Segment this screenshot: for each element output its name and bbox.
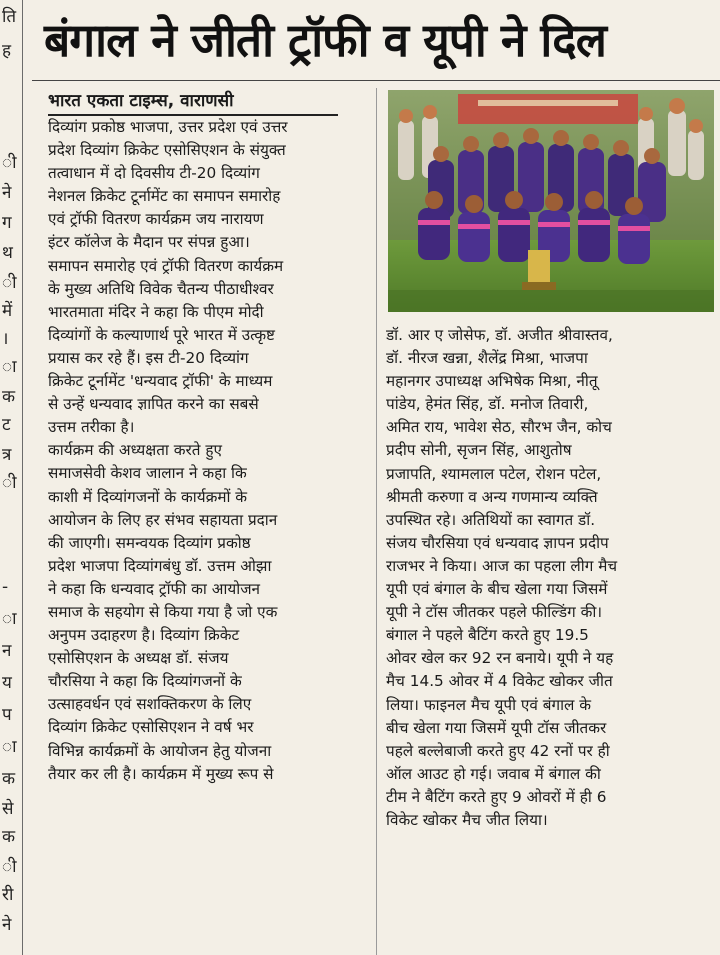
left-column-line: की जाएगी। समन्वयक दिव्यांग प्रकोष्ठ: [48, 533, 251, 552]
right-column-line: मैच 14.5 ओवर में 4 विकेट खोकर जीत: [386, 672, 613, 691]
left-column-line: प्रदेश भाजपा दिव्यांगबंधु डॉ. उत्तम ओझा: [48, 556, 272, 575]
adjacent-column-text: में: [2, 301, 13, 321]
right-column-line: प्रदीप सोनी, सृजन सिंह, आशुतोष: [386, 441, 572, 460]
left-column-line: दिव्यांग प्रकोष्ठ भाजपा, उत्तर प्रदेश एवं उत्तर: [48, 118, 288, 136]
adjacent-column-text: ा: [2, 609, 17, 629]
adjacent-column-text: क: [2, 827, 16, 847]
left-column-line: समाजसेवी केशव जालान ने कहा कि: [48, 464, 247, 483]
adjacent-column-text: -: [2, 577, 9, 597]
adjacent-column-text: से: [2, 799, 14, 819]
left-column-line: विभिन्न कार्यक्रमों के आयोजन हेतु योजना: [48, 741, 272, 760]
adjacent-column-text: त्र: [2, 445, 12, 465]
right-column-line: ऑल आउट हो गई। जवाब में बंगाल की: [386, 764, 601, 783]
left-column-line: कार्यक्रम की अध्यक्षता करते हुए: [48, 441, 222, 460]
right-column-line: संजय चौरसिया एवं धन्यवाद ज्ञापन प्रदीप: [386, 533, 609, 552]
byline: भारत एकता टाइम्स, वाराणसी: [48, 88, 338, 116]
right-column-line: बीच खेला गया जिसमें यूपी टॉस जीतकर: [386, 718, 607, 737]
left-column-line: तत्वाधान में दो दिवसीय टी-20 दिव्यांग: [48, 164, 260, 183]
left-column-line: प्रयास कर रहे हैं। इस टी-20 दिव्यांग: [48, 348, 249, 367]
right-column-line: यूपी ने टॉस जीतकर पहले फील्डिंग की।: [386, 603, 603, 622]
adjacent-column-fragment: [0, 0, 23, 955]
right-column-line: ओवर खेल कर 92 रन बनाये। यूपी ने यह: [386, 649, 614, 668]
adjacent-column-text: क: [2, 769, 16, 789]
adjacent-column-text: ह: [2, 41, 12, 61]
left-column-line: इंटर कॉलेज के मैदान पर संपन्न हुआ।: [48, 233, 250, 252]
left-column-line: क्रिकेट टूर्नामेंट 'धन्यवाद ट्रॉफी' के माध्यम: [48, 372, 273, 391]
adjacent-column-text: ा: [2, 357, 17, 377]
article-right-column: [386, 324, 711, 832]
adjacent-column-text: री: [2, 885, 14, 905]
left-column-line: भारतमाता मंदिर ने कहा कि पीएम मोदी: [48, 302, 264, 321]
adjacent-column-text: न: [2, 641, 12, 661]
adjacent-column-text: ी: [2, 473, 17, 493]
right-column-line: पहले बल्लेबाजी करते हुए 42 रनों पर ही: [386, 741, 610, 760]
adjacent-column-text: ।: [2, 329, 9, 349]
right-column-line: प्रजापति, श्यामलाल पटेल, रोशन पटेल,: [386, 464, 602, 483]
right-column-line: बंगाल ने पहले बैटिंग करते हुए 19.5: [386, 626, 589, 645]
left-column-line: एवं ट्रॉफी वितरण कार्यक्रम जय नारायण: [48, 210, 264, 229]
adjacent-column-text: ग: [2, 213, 12, 233]
adjacent-column-text: ी: [2, 273, 17, 293]
adjacent-column-text: ति: [2, 7, 17, 27]
right-column-line: उपस्थित रहे। अतिथियों का स्वागत डॉ.: [386, 510, 596, 529]
adjacent-column-text: ी: [2, 857, 17, 877]
right-column-line: पांडेय, हेमंत सिंह, डॉ. मनोज तिवारी,: [386, 395, 589, 414]
left-column-line: नेशनल क्रिकेट टूर्नामेंट का समापन समारोह: [48, 187, 281, 206]
left-column-line: ने कहा कि धन्यवाद ट्रॉफी का आयोजन: [48, 579, 261, 598]
left-column-line: चौरसिया ने कहा कि दिव्यांगजनों के: [48, 672, 242, 691]
left-column-line: काशी में दिव्यांगजनों के कार्यक्रमों के: [48, 487, 248, 506]
right-column-line: यूपी एवं बंगाल के बीच खेला गया जिसमें: [386, 580, 608, 599]
right-column-line: टीम ने बैटिंग करते हुए 9 ओवरों में ही 6: [386, 787, 607, 806]
left-column-line: उत्तम तरीका है।: [48, 418, 135, 437]
left-column-line: एसोसिएशन के अध्यक्ष डॉ. संजय: [48, 649, 229, 668]
right-column-line: डॉ. आर ए जोसेफ, डॉ. अजीत श्रीवास्तव,: [386, 326, 613, 344]
right-column-line: विकेट खोकर मैच जीत लिया।: [386, 810, 548, 829]
left-column-line: आयोजन के लिए हर संभव सहायता प्रदान: [48, 510, 278, 529]
left-column-line: दिव्यांगों के कल्याणार्थ पूरे भारत में उत्कृष्ट: [48, 325, 275, 344]
adjacent-column-text: ने: [2, 915, 12, 935]
right-column-line: अमित राय, भावेश सेठ, सौरभ जैन, कोच: [386, 418, 612, 437]
left-column-line: प्रदेश दिव्यांग क्रिकेट एसोसिएशन के संयुक्त: [48, 141, 286, 160]
adjacent-column-text: य: [2, 673, 12, 693]
adjacent-column-text: ी: [2, 153, 17, 173]
right-column-line: श्रीमती करुणा व अन्य गणमान्य व्यक्ति: [386, 487, 598, 506]
left-column-line: अनुपम उदाहरण है। दिव्यांग क्रिकेट: [48, 626, 240, 645]
adjacent-column-text: प: [2, 705, 12, 725]
left-column-line: से उन्हें धन्यवाद ज्ञापित करने का सबसे: [48, 395, 259, 414]
left-column-line: समाज के सहयोग से किया गया है जो एक: [48, 602, 278, 621]
adjacent-column-text: [2, 70, 20, 92]
left-column-line: दिव्यांग क्रिकेट एसोसिएशन ने वर्ष भर: [48, 718, 254, 737]
right-column-line: महानगर उपाध्यक्ष अभिषेक मिश्रा, नीतू: [386, 372, 598, 391]
adjacent-column-text: ा: [2, 737, 17, 757]
team-photo-image: [388, 90, 714, 312]
adjacent-column-text: थ: [2, 243, 13, 263]
adjacent-column-text: [2, 100, 20, 122]
right-column-line: डॉ. नीरज खन्ना, शैलेंद्र मिश्रा, भाजपा: [386, 349, 588, 368]
right-column-line: राजभर ने किया। आज का पहला लीग मैच: [386, 556, 618, 575]
headline: बंगाल ने जीती ट्रॉफी व यूपी ने दिल: [44, 13, 606, 67]
left-column-line: समापन समारोह एवं ट्रॉफी वितरण कार्यक्रम: [48, 256, 284, 275]
article-left-column: [48, 116, 368, 786]
left-column-line: तैयार कर ली है। कार्यक्रम में मुख्य रूप से: [48, 764, 274, 783]
adjacent-column-text: ने: [2, 183, 12, 203]
right-column-line: लिया। फाइनल मैच यूपी एवं बंगाल के: [386, 695, 592, 714]
left-column-line: उत्साहवर्धन एवं सशक्तिकरण के लिए: [48, 695, 252, 714]
adjacent-column-text: ट: [2, 415, 11, 435]
column-divider: [376, 88, 377, 955]
adjacent-column-text: क: [2, 387, 16, 407]
adjacent-column-text: [2, 540, 20, 562]
team-photo: [388, 90, 714, 312]
left-column-line: के मुख्य अतिथि विवेक चैतन्य पीठाधीश्वर: [48, 279, 274, 298]
headline-rule: [32, 80, 720, 81]
adjacent-column-text: [2, 505, 20, 527]
